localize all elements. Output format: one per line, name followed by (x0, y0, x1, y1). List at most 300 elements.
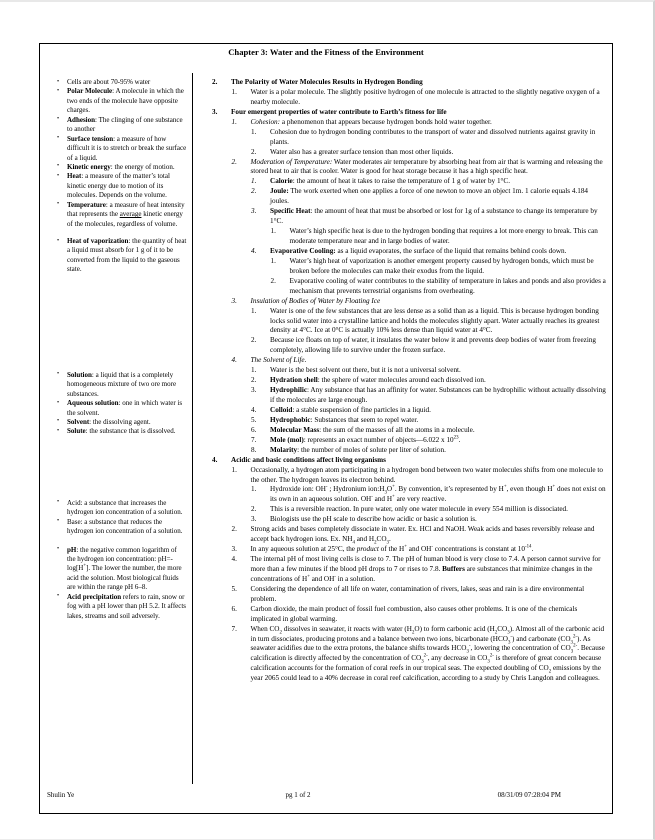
page-footer (40, 784, 612, 813)
outline-item-text (270, 386, 609, 406)
outline-item-number: 3. (231, 296, 237, 305)
text-segment: + (503, 485, 507, 491)
text-segment: - (325, 485, 328, 491)
text-segment: , even though H (506, 485, 553, 494)
text-segment: Water moderates air temperature by absorbing heat from air that is warming and releasing the stored heat to air that is cooler. Water is good for heat storage because it has a high specific heat. (250, 157, 603, 176)
text-segment: ). Almost all of the carbonic acid in turn dissociates, producing protons and a balance between two ions, bicarbonate (HCO (250, 624, 605, 643)
footer-author: Shulin Ye (47, 791, 75, 799)
sidebar-term-item (56, 172, 187, 200)
outline-item (251, 446, 609, 456)
text-segment: : one in which water is the solvent. (67, 399, 183, 417)
text-segment: pH (67, 545, 77, 554)
outline-item-text (251, 88, 610, 108)
sidebar-term-item (56, 427, 187, 436)
text-segment: Molecular Mass (270, 425, 320, 434)
text-segment: are substances that minimize changes in the concentrations of H (250, 564, 593, 583)
text-segment: + (392, 485, 395, 491)
outline-item-text (270, 436, 609, 446)
outline-item-number: 8. (251, 445, 257, 454)
text-segment: Acid: a substance that increases the hydrogen ion concentration of a solution. (67, 498, 183, 517)
outline-item (271, 277, 610, 297)
outline-item (251, 307, 609, 337)
text-segment: The Polarity of Water Molecules Results in Hydrogen Bonding (231, 78, 423, 86)
outline-item-text (270, 446, 609, 456)
outline-item-text (270, 187, 609, 207)
text-segment: . Because calcification is directly affected by the concentration of CO (250, 644, 605, 663)
text-segment: Molarity (270, 445, 298, 454)
sidebar-term-item (56, 518, 187, 537)
outline-item-text (270, 505, 609, 515)
text-segment: Water is a polar molecule. The slightly positive hydrogen of one molecule is attracted to the slightly negative oxygen of a nearby molecule. (250, 87, 600, 106)
bullet-icon: • (57, 78, 60, 85)
text-segment: O (386, 485, 393, 494)
bullet-icon: • (57, 371, 60, 378)
text-segment: - (431, 544, 433, 550)
text-segment: : the sum of the masses of all the atoms in a molecule. (319, 425, 475, 434)
sidebar-term-item (56, 399, 187, 418)
outline-item-number: 2. (251, 336, 257, 345)
text-segment: : Substances that seem to repel water. (310, 415, 419, 424)
text-segment: Solute (67, 427, 86, 436)
text-segment: Calorie (270, 177, 293, 186)
text-segment: Water’s high heat of vaporization is another emergent property caused by hydrogen bonds, which must be broken before the molecules can make their exodus from the liquid. (289, 256, 594, 275)
text-segment: Cells are about 70-95% water (67, 78, 151, 86)
text-segment: Solution (67, 370, 92, 379)
text-segment: : the amount of heat it takes to raise the temperature of 1 g of water by 1°C. (292, 177, 510, 186)
sidebar-term-item (56, 546, 187, 593)
outline-item (251, 436, 609, 446)
text-segment: : the dissolving agent. (89, 417, 151, 426)
outline-item-number: 4. (231, 356, 237, 365)
text-segment: , lowering the concentration of CO (470, 644, 571, 653)
outline-item-text (290, 257, 610, 277)
text-segment: 2- (572, 634, 578, 640)
outline-item (251, 505, 609, 515)
outline-item (232, 466, 610, 486)
text-segment: In any aqueous solution at 25°C, the (250, 545, 357, 554)
outline-item (232, 555, 610, 585)
text-segment: : a stable suspension of fine particles in a liquid. (292, 405, 431, 414)
text-segment: + (552, 485, 556, 491)
outline-item-text (251, 545, 610, 555)
outline-item (251, 386, 609, 406)
text-segment: of the H (378, 545, 405, 554)
text-segment: 3 (421, 659, 424, 665)
bullet-icon: • (57, 116, 60, 123)
term-text (67, 499, 182, 516)
text-segment: Water also has a greater surface tension than most other liquids. (270, 147, 454, 156)
text-segment: average (119, 210, 142, 219)
text-segment: 2 (548, 669, 552, 675)
bullet-icon: • (57, 427, 60, 434)
outline-item (251, 426, 609, 436)
sidebar-term-item (56, 163, 187, 172)
text-segment: Water’s high specific heat is due to the hydrogen bonding that requires a lot more energy to break. This can moderate temperature near and in large bodies of water. (289, 227, 598, 245)
text-segment: - (371, 494, 373, 500)
outline-item-number: 2. (231, 157, 237, 166)
page-title: Chapter 3: Water and the Fitness of the Environment (228, 47, 424, 57)
text-segment: Moderation of Temperature: (250, 157, 333, 166)
outline-item-number: 2. (251, 187, 257, 196)
term-text (67, 135, 186, 162)
outline-item-number: 7. (251, 435, 257, 444)
outline-item (251, 366, 609, 376)
outline-item-text (270, 515, 609, 525)
bullet-icon: • (57, 499, 60, 506)
text-segment: : a measure of how difficult it is to stretch or break the surface of a liquid. (67, 134, 187, 162)
outline-item (251, 376, 609, 386)
bullet-icon: • (57, 163, 60, 170)
text-segment: . (388, 535, 391, 544)
outline-item (232, 118, 610, 128)
text-segment: product (356, 545, 379, 554)
outline-item-number: 1. (251, 177, 257, 186)
outline-item (251, 148, 609, 158)
term-text (67, 593, 186, 620)
text-segment: Carbon dioxide, the main product of fossil fuel combustion, also causes other problems. It is one of the chemicals implicated in global warming. (250, 604, 578, 623)
outline-item-number: 1. (251, 366, 257, 375)
outline-item-number: 3. (212, 107, 218, 116)
text-segment: Specific Heat (270, 207, 311, 216)
text-segment: ) and carbonate (CO (512, 634, 571, 643)
outline-item-text (251, 466, 610, 486)
outline-item (251, 336, 609, 356)
term-text (67, 237, 186, 273)
outline-item (251, 207, 609, 227)
text-segment: : Any substance that has an affinity for water. Substances can be hydrophilic without actually dissolving if the molecules are large enough. (270, 386, 606, 404)
outline-item-number: 5. (231, 584, 237, 593)
term-text (67, 371, 176, 398)
text-segment: This is a reversible reaction. In pure water, only one water molecule in every 554 million is dissociated. (270, 505, 568, 514)
outline-item-text (290, 277, 610, 297)
text-segment: Hydrophilic (270, 386, 308, 395)
term-text (67, 78, 150, 86)
sidebar-term-item (56, 371, 187, 399)
text-segment: ; Hydronium ion:H (327, 485, 385, 494)
outline-item (232, 356, 610, 366)
bullet-icon: • (57, 135, 60, 142)
outline-item (251, 515, 609, 525)
outline-item-number: 3. (251, 207, 257, 216)
outline-item-number: 2. (270, 276, 276, 285)
text-segment: CO (497, 624, 508, 633)
outline-item-text (270, 207, 609, 227)
text-segment: is therefore of great concern because calcification accounts for the formation of coral reefs in our tropical seas. The expected doubling of CO (250, 654, 602, 673)
outline-item-text (231, 78, 609, 88)
text-segment: , any decrease in CO (427, 654, 488, 663)
outline-item (232, 605, 610, 625)
outline-item-number: 1. (251, 485, 257, 494)
outline-item-number: 4. (231, 555, 237, 563)
outline-item-text (251, 585, 610, 605)
text-segment: : the sphere of water molecules around each dissolved ion. (317, 376, 486, 385)
outline-item (251, 247, 609, 257)
text-segment: The internal pH of most living cells is close to 7. The pH of human blood is very close to 7.4. A person cannot survive for more than a few minutes if the blood pH drops to 7 or rises to 7.8. (250, 555, 601, 573)
text-segment: Buffers (442, 564, 465, 573)
text-segment: are very reactive. (394, 495, 447, 504)
outline-item-text (270, 148, 609, 158)
text-segment: Mole (mol) (270, 435, 304, 444)
bullet-icon: • (57, 593, 60, 600)
sidebar-term-item (56, 135, 187, 163)
text-segment: : a liquid that is a completely homogeneous mixture of two ore more substances. (67, 370, 177, 398)
outline-item-text (251, 356, 610, 366)
outline-item-number: 2. (251, 505, 257, 514)
outline-item-number: 4. (251, 405, 257, 414)
outline-item (212, 78, 609, 88)
text-segment: 4 (352, 540, 355, 546)
text-segment: : the energy of motion. (110, 162, 175, 171)
outline-item-number: 1. (251, 127, 257, 136)
text-segment: 2 (374, 540, 377, 546)
text-segment: Four emergent properties of water contribute to Earth’s fitness for life (231, 107, 447, 116)
outline-item-number: 4. (251, 246, 257, 255)
text-segment: O) to form carbonic acid (H (414, 624, 495, 633)
outline-item (251, 406, 609, 416)
outline-item-text (270, 416, 609, 426)
text-segment: 3 (507, 639, 511, 645)
text-segment: 23 (453, 435, 459, 441)
text-segment: : The clinging of one substance to another (67, 115, 183, 134)
text-segment: : the amount of heat that must be absorbed or lost for 1g of a substance to change its temperature by 1°C. (270, 207, 598, 226)
term-text (67, 518, 182, 535)
term-text (67, 87, 184, 114)
text-segment: Acidic and basic conditions affect living organisms (231, 455, 386, 464)
text-segment: : the quantity of heat a liquid must absorb for 1 g of it to be converted from the liquid to the gaseous state. (67, 237, 187, 274)
bullet-icon: • (57, 399, 60, 406)
text-segment: Kinetic energy (67, 162, 111, 171)
text-segment: Temperature (67, 200, 106, 209)
text-segment: and OH (309, 574, 335, 583)
text-segment: + (392, 494, 395, 500)
notes-outline-column (193, 73, 612, 784)
outline-item-number: 2. (251, 376, 257, 385)
term-text (67, 172, 170, 199)
text-segment: Cohesion: (250, 117, 281, 126)
text-segment: : represents an exact number of objects—6.022 x 10 (303, 435, 454, 444)
outline-item-text (231, 456, 609, 466)
text-segment: 3 (570, 639, 573, 645)
outline-item (251, 187, 609, 207)
outline-item-text (251, 297, 610, 307)
outline-item (232, 545, 610, 555)
text-segment: Heat (67, 172, 82, 181)
sidebar-term-item (56, 499, 187, 518)
sidebar-term-item (56, 418, 187, 427)
text-segment: and OH (406, 545, 432, 554)
document-page (39, 43, 613, 814)
text-segment: Biologists use the pH scale to describe how acidic or basic a solution is. (270, 515, 477, 524)
outline-item-number: 2. (212, 78, 218, 86)
outline-item-text (270, 485, 609, 505)
text-segment: Occasionally, a hydrogen atom participating in a hydrogen bond between two water molecules shifts from one molecule to the other. The hydrogen leaves its electron behind. (250, 465, 603, 484)
text-segment: 2 (411, 630, 415, 635)
outline-item-text (251, 158, 610, 178)
text-segment: 2- (573, 644, 578, 650)
text-segment: as a liquid evaporates, the surface of the liquid that remains behind cools down. (335, 246, 567, 255)
outline-item-text (290, 227, 610, 247)
sidebar-term-item (56, 116, 187, 135)
outline-item (271, 257, 610, 277)
text-segment: : the negative common logarithm of the hydrogen ion concentration: pH=-log[H (67, 545, 177, 573)
outline-item-number: 1. (251, 306, 257, 315)
outline-item (251, 485, 609, 505)
outline-item-number: 7. (231, 624, 237, 633)
text-segment: 3 (487, 659, 490, 665)
outline-item-number: 1. (270, 227, 276, 236)
text-segment: CO (376, 535, 387, 544)
text-segment: ]. The lower the number, the more acid the solution. Most biological fluids are within the range pH 6–8. (67, 564, 182, 592)
text-segment: Cohesion due to hydrogen bonding contributes to the transport of water and dissolved nutrients against gravity in plants. (270, 127, 596, 146)
text-segment: Joule: (270, 187, 289, 196)
text-segment: Base: a substance that reduces the hydrogen ion concentration of a solution. (67, 517, 183, 536)
text-segment: The Solvent of Life. (250, 356, 307, 365)
term-text (67, 116, 183, 133)
text-segment: -14 (525, 544, 532, 550)
outline-item-number: 6. (251, 425, 257, 434)
bullet-icon: • (57, 87, 60, 94)
text-segment: - (334, 574, 336, 580)
text-segment: Water is one of the few substances that are less dense as a solid than as a liquid. This is because hydrogen bonding locks solid water into a crystalline lattice and holds the molecules slightly apart. Water actually reaches its greatest density at 4°C. Ice at 0°C is actually 10% less dense than liquid water at 4°C. (270, 306, 600, 335)
sidebar-term-item (56, 593, 187, 621)
text-segment: Hydration shell (270, 376, 318, 385)
text-segment: ). As seawater acidifies due to the extra protons, the balance shifts towards HCO (250, 634, 591, 653)
outline-item-number: 6. (231, 604, 237, 613)
text-segment: Colloid (270, 405, 293, 414)
text-segment: 3 (570, 649, 574, 655)
bullet-icon: • (57, 418, 60, 425)
text-segment: Insulation of Bodies of Water by Floating Ice (250, 296, 381, 305)
text-segment: Hydroxide ion: OH (270, 485, 326, 494)
text-segment: Considering the dependence of all life on water, contamination of rivers, lakes, seas and rain is a dire environmental problem. (250, 584, 585, 603)
text-segment: kinetic energy of the molecules, regardless of volume. (67, 210, 183, 228)
outline-item-number: 4. (212, 455, 218, 464)
outline-item (271, 227, 610, 247)
outline-item (251, 416, 609, 426)
text-segment: concentrations is constant at 10 (432, 545, 525, 554)
outline-item-text (251, 605, 610, 625)
outline-item-number: 1. (231, 465, 237, 474)
bullet-icon: • (57, 518, 60, 525)
outline-item (251, 128, 609, 148)
outline-item (251, 177, 609, 187)
text-segment: Surface tension (67, 134, 114, 143)
outline-item (232, 585, 610, 605)
bullet-icon: • (57, 546, 60, 553)
footer-timestamp: 08/31/09 07:28:04 PM (497, 791, 561, 799)
term-text (67, 546, 182, 592)
outline-item (232, 158, 610, 178)
bullet-icon: • (57, 201, 60, 208)
text-segment: . (531, 545, 534, 554)
text-segment: emissions by the year 2065 could lead to a 40% decrease in coral reef calcification, according to a study by Chris Langdon and colleagues. (250, 664, 601, 683)
text-segment: 3 (466, 649, 469, 655)
text-segment: Water is the best solvent out there, but it is not a universal solvent. (270, 366, 461, 375)
text-segment: + (83, 564, 87, 570)
outline-item-text (270, 128, 609, 148)
outline-item (232, 525, 610, 545)
outline-item-text (251, 555, 610, 585)
outline-item (212, 456, 609, 466)
text-segment: : A molecule in which the two ends of the molecule have opposite charges. (67, 87, 184, 115)
outline-item (232, 625, 610, 685)
text-segment: Hydrophobic (270, 415, 311, 424)
text-segment: 2- (423, 653, 428, 659)
term-text (67, 201, 185, 228)
text-segment: Strong acids and bases completely dissociate in water. Ex. HCl and NaOH. Weak acids and bases reversibly release and accept back hydrogen ions. Ex. NH (250, 525, 595, 544)
sidebar-term-item (56, 201, 187, 229)
outline-item-text (270, 177, 609, 187)
text-segment: : a measure of the matter’s total kinetic energy due to motion of its molecules. Depends on the volume. (67, 172, 170, 200)
outline-item-number: 2. (231, 525, 237, 534)
text-segment: Adhesion (67, 115, 96, 124)
text-segment: Polar Molecule (67, 87, 113, 96)
outline-item-text (270, 247, 609, 257)
text-segment: 3 (384, 490, 387, 496)
text-segment: Acid precipitation (67, 592, 122, 601)
footer-page-indicator: pg 1 of 2 (285, 791, 311, 799)
text-segment: and H (354, 535, 375, 544)
outline-item-text (270, 336, 609, 356)
outline-item-text (251, 625, 610, 685)
bullet-icon: • (57, 172, 60, 179)
bullet-icon: • (57, 237, 60, 244)
text-segment: : the substance that is dissolved. (85, 427, 176, 436)
outline-item-text (251, 525, 610, 545)
text-segment: a phenomenon that appears because hydrogen bonds hold water together. (280, 117, 492, 126)
text-segment: - (468, 644, 471, 650)
key-terms-column (40, 73, 192, 784)
text-segment: Solvent (67, 417, 90, 426)
outline-item-number: 3. (251, 386, 257, 395)
text-segment: When CO (250, 624, 280, 633)
outline-item-text (270, 366, 609, 376)
outline-item-number: 5. (251, 415, 257, 424)
outline-item-text (231, 108, 609, 118)
term-text (67, 163, 175, 171)
outline-item-text (270, 307, 609, 337)
text-segment: 2 (494, 630, 498, 635)
outline-item (212, 108, 609, 118)
outline-item-text (270, 426, 609, 436)
text-segment: . By convention, it’s represented by H (394, 485, 504, 494)
text-segment: 2- (489, 653, 494, 659)
text-segment: and H (372, 495, 393, 504)
outline-item-number: 1. (270, 256, 276, 265)
text-segment: + (307, 574, 310, 580)
text-segment: + (404, 544, 407, 550)
text-segment: 3 (507, 630, 510, 635)
outline-item-text (270, 406, 609, 416)
outline-item (232, 88, 610, 108)
term-text (67, 418, 151, 426)
sidebar-term-item (56, 237, 187, 275)
text-segment: - (510, 634, 513, 640)
text-segment: dissolves in seawater, it reacts with water (H (281, 624, 412, 633)
outline-item-text (251, 118, 610, 128)
text-segment: Evaporative Cooling: (270, 246, 336, 255)
text-segment: : a measure of heat intensity that represents the (67, 200, 185, 219)
text-segment: : the number of moles of solute per liter of solution. (297, 445, 446, 454)
text-segment: Heat of vaporization (67, 237, 129, 245)
text-segment: . (458, 435, 461, 444)
text-segment: The work exerted when one applies a force of one newton to move an object 1m. 1 calorie equals 4.184 joules. (270, 187, 589, 206)
sidebar-term-item (56, 78, 187, 87)
text-segment: 2 (279, 630, 282, 635)
text-segment: in a solution. (335, 574, 376, 583)
outline-item-number: 1. (231, 117, 237, 126)
text-segment: does not exist on its own in an aqueous solution. OH (270, 485, 606, 504)
